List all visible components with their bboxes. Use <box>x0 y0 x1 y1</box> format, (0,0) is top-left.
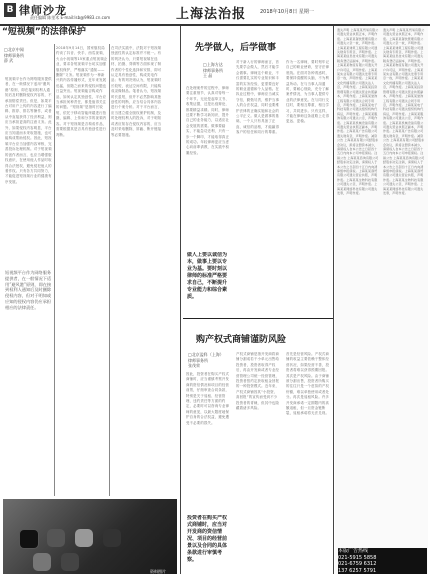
classified-ads-right: 遗失声明 上海某某贸易有限公司遗失营业执照正本，声明作废。上海某某餐饮管理有限公司遗失公章一枚，声明作废。上海某某建筑工程有限公司遗失财务专用章，声明作废。上海某某信息技术有限公司遗失税务登记证副本，声明作废。上海某某物流有限公司遗失开户许可证，声明作废。上海某某实业有限公司遗失发票专用章一枚，声明作废。上海某某文化传播有限公司遗失法人章，声明作废。上海某某投资管理有限公司遗失营业执照副本，声明作废。上海某某装饰工程有限公司遗失合同专用章，声明作废。上海某某电子科技有限公司遗失组织机构代码证，声明作废。上海某某服饰有限公司遗失公章，声明作废。上海某某机械设备有限公司遗失营业执照正副本，声明作废。上海某某广告有限公司遗失财务章，声明作废。减资公告 上海某某有限公司经股东会决议，拟将注册资本减少，请债权人自本公告之日起四十五日内向本公司申报债权。注销公告 上海某某咨询有限公司经股东决定注销，请债权人于本公告之日起四十五日内向清算组申报债权。上海某某商贸有限公司遗失营业执照，声明作废。上海某某生物科技有限公司遗失公章，声明作废。上海某某网络科技有限公司遗失发票，声明作废。 <box>383 28 425 196</box>
article3-byline: □北京盈科（上海） 律师事务所 张茂荣 <box>188 352 224 368</box>
newspaper-masthead: 上海法治报 <box>176 7 247 22</box>
app-icon <box>75 529 93 547</box>
article3-pullquote: 投资者在购买产权式商铺时，应当对开发商的资信情况、项目的经营前景以及合同的具体条款进行审慎考察。 <box>187 515 228 563</box>
article2-pullquote: 做人上要以诚信为本，做事上要以专业为基。要时刻以律师的标准严格要求自己，不断提升专业能力和综合素质。 <box>187 252 228 300</box>
article1-column-0: 短视频平台作为网络服务提供者，在一般情况下适用“避风港”原则，即在接到权利人通知后及时删除侵权内容的，不承担赔偿责任。但是，如果平台对用户上传的内容进行了编辑、推荐、排名等操作，或者从中直接获得了经济利益，则应当承担更高的注意义务。此外，如果侵权内容明显，平台应当知道而未采取措施，也可能构成帮助侵权。因此，短视频平台应当加强内容审核，完善投诉处理机制。对于短视频的创作者而言，也应当增强版权意识，在使用他人作品时取得合法授权，避免侵犯他人的著作权。只有各方共同努力，才能促进短视频行业的健康有序发展。 <box>5 77 52 184</box>
article3-column-2: 首先是经营风险。产权式商铺的收益主要依赖于整体经营状况，如果经营不善，投资者将难以获得预期回报。其次是产权风险。由于商铺被分割出售，投资者所购买的往往只是一个虚拟的产权份额，难以单独使用或者处分。再次是返租风险。许多开发商承诺一定期限内的高额返租，但一旦资金链断裂，返租承诺将无法兑现。 <box>286 352 330 416</box>
article1-column-2: 在司法实践中，法院对于短视频独创性的认定标准并不统一。有的判决认为，只要短视频在选材、拍摄、剪辑等方面体现了制作者的个性化选择和安排，即可认定具有独创性，构成类电作品；有的判决则认为，短视频时长较短，表达空间有限，只能构成录像制品。笔者认为，短视频时长虽短，但并不必然影响其独创性的判断，应当结合具体内容进行个案分析。对于平台而言，应当建立健全版权保护机制，及时处理权利人的投诉，对于明知或者应知存在侵权内容的，应当及时采取删除、屏蔽、断开链接等必要措施。 <box>111 46 162 137</box>
ad-hotline-box: 本版广告热线 021-5915 5858 021-6759 6312 137 6257 5791 <box>338 548 427 574</box>
app-icon <box>33 553 51 571</box>
app-icon <box>61 553 79 571</box>
section-title: 律师沙龙 <box>19 4 67 17</box>
article2-title: 先学做人，后学做事 <box>195 43 277 53</box>
editor-line: 责任编辑 陈里术 E-mail:lsb@9983.cn.com <box>30 15 111 20</box>
article3-column-0: 因此，投资者在购买产权式商铺时，应当谨慎考察开发商的资信情况和项目的经营前景，仔细审查合同条款，特别是关于返租、经营管理、违约责任等方面的约定，必要时可以咨询专业律师的意见，以最大限度地保护自身的合法权益，避免遭受不必要的损失。 <box>186 372 230 425</box>
column-divider <box>109 44 110 496</box>
article3-column-1: 产权式商铺是指开发商将商铺分割成若干小单元出售给投资者，投资者取得产权后，再由开发商或者专业经营管理公司统一经营管理，投资者按约定获取租金回报的一种投资模式。近年来，产权式商铺因其“小投资、高回报”的宣传而受到不少投资者的青睐，但其中也隐藏着诸多风险。 <box>236 352 280 411</box>
article2-column-0: 在处理案件的过程中，律师要注重细节，认真对待每一个环节。无论是起草文书、收集证据，还是出庭辩论，都要精益求精。同时，律师还要不断学习新知识，提升自己的业务能力，以适应社会发展的需要。做事要踏实，不能急功近利，只有一步一个脚印，才能取得真正的成功。年轻律师更应当虚心向前辈请教，在实践中积累经验。 <box>186 86 230 155</box>
page-divider <box>180 26 181 574</box>
ad-divider <box>333 26 334 574</box>
article2-column-2: 作为一名律师，要时刻牢记自己的职业使命，坚守法律底线。在面对各种诱惑时，要保持清醒的头脑，不为利益所动。在与当事人沟通时，要耐心细致，充分了解案件情况，为当事人提供专业的法律意见。在与同行交往时，要相互尊重，相互学习，共同进步。只有这样，才能在律师这条道路上走得更远、更稳。 <box>286 60 330 124</box>
article1-byline: □北京中闻 律师事务所 薛 武 <box>4 47 24 63</box>
app-icon <box>47 529 65 547</box>
classified-ads-left: 遗失声明 上海某某贸易有限公司遗失营业执照正本，声明作废。上海某某餐饮管理有限公司遗失公章一枚，声明作废。上海某某建筑工程有限公司遗失财务专用章，声明作废。上海某某信息技术有限公司遗失税务登记证副本，声明作废。上海某某物流有限公司遗失开户许可证，声明作废。上海某某实业有限公司遗失发票专用章一枚，声明作废。上海某某文化传播有限公司遗失法人章，声明作废。上海某某投资管理有限公司遗失营业执照副本，声明作废。上海某某装饰工程有限公司遗失合同专用章，声明作废。上海某某电子科技有限公司遗失组织机构代码证，声明作废。上海某某服饰有限公司遗失公章，声明作废。上海某某机械设备有限公司遗失营业执照正副本，声明作废。上海某某广告有限公司遗失财务章，声明作废。减资公告 上海某某有限公司经股东会决议，拟将注册资本减少，请债权人自本公告之日起四十五日内向本公司申报债权。注销公告 上海某某咨询有限公司经股东决定注销，请债权人于本公告之日起四十五日内向清算组申报债权。上海某某商贸有限公司遗失营业执照，声明作废。上海某某生物科技有限公司遗失公章，声明作废。上海某某网络科技有限公司遗失发票，声明作废。 <box>337 28 379 196</box>
app-icon <box>103 529 121 547</box>
article2-byline: □上海方达 律师事务所 王 晶 <box>203 62 223 78</box>
issue-date: 2018年10月8日 星期一 <box>260 9 314 15</box>
article1-side-text: 短视频平台作为网络服务提供者，在一般情况下适用“避风港”原则，即在接到权利人通知后及时删除侵权内容，但对于明知或应知的侵权内容仍应承担相应的法律责任。 <box>5 270 52 310</box>
phone-app-photo <box>3 499 177 574</box>
article3-title: 购产权式商铺谨防风险 <box>196 335 287 345</box>
photo-credit: 资料图片 <box>150 569 166 574</box>
section-logo: B <box>4 3 16 17</box>
article1-column-1: 2018年9月14日，国家版权局约谈了抖音、快手、西瓜视频、火山小视频等15家重点短视频企业，要求各短视频平台切实加强版权保护，严格落实“通知——删除”义务。短视频作为一种新兴的内容传播形式，近年来发展迅猛，但随之而来的侵权问题也日益突出。短视频能否构成作品，如何认定其独创性，平台应当承担何种责任，都是值得关注的问题。“短视频”是指时长较短、依托于移动智能终端进行拍摄、编辑、上传和分享的视频内容。对于短视频是否构成作品，需要根据其是否具有独创性进行判断。 <box>56 46 108 137</box>
article1-title: “短视频”的法律保护 <box>2 27 86 37</box>
article2-column-1: 对于新入行的律师而言，首先要学会做人，然后才能学会做事。律师这个职业，不仅需要扎实的专业知识和丰富的实务经验，更需要良好的职业道德和个人品格。在执业过程中，律师应当诚实守信，勤勉尽责，维护当事人的合法权益，同时也要维护法律的正确实施和社会的公平正义。做人是做事的基础，一个人只有具备了正直、诚信的品格，才能赢得客户的信任和同行的尊重。 <box>236 60 280 135</box>
tiktok-app-icon <box>19 529 39 549</box>
article-divider <box>183 318 333 319</box>
column-divider <box>54 44 55 496</box>
